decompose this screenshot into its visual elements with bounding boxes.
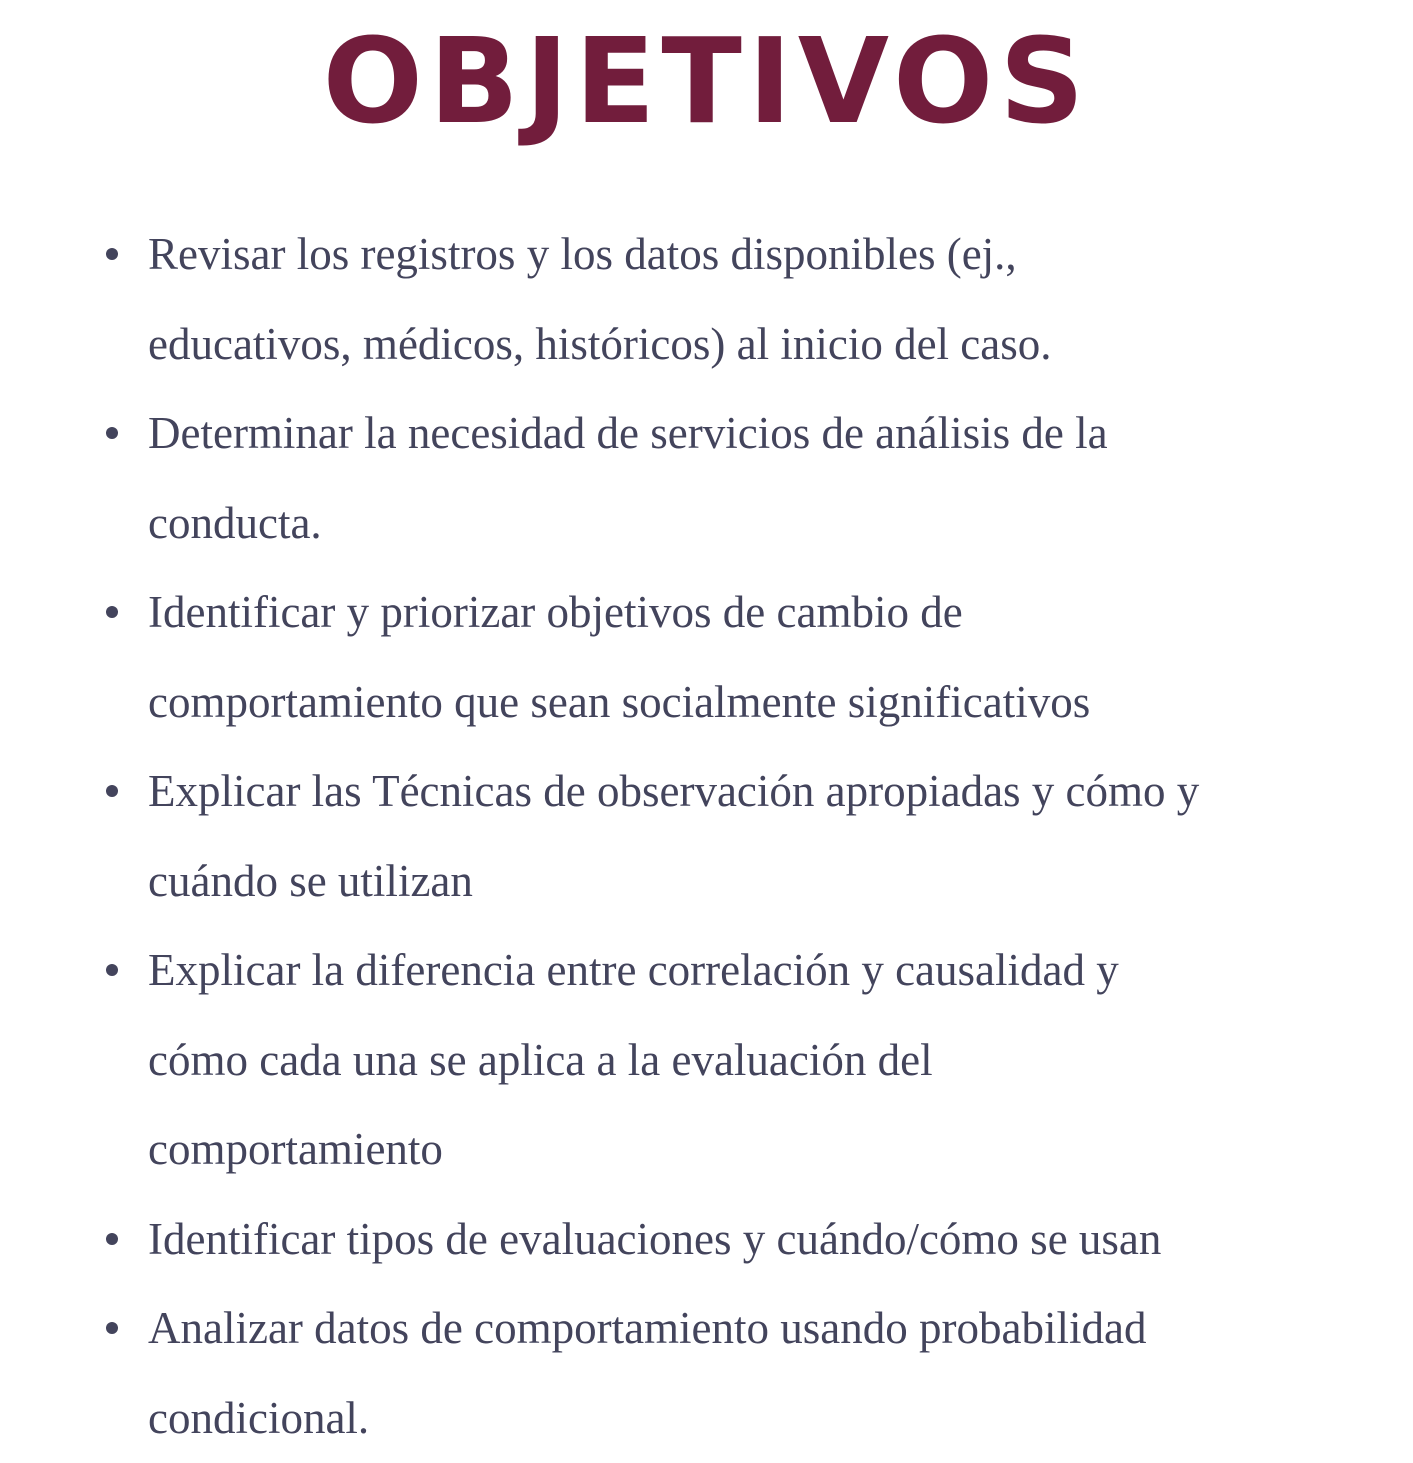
list-item	[102, 1284, 1392, 1463]
list-item	[102, 1195, 1392, 1285]
page-title: OBJETIVOS	[0, 22, 1413, 140]
list-item-line: comportamiento	[148, 1105, 1392, 1195]
list-item-line: cómo cada una se aplica a la evaluación del	[148, 1016, 1392, 1106]
list-item	[102, 389, 1392, 568]
bullet-icon	[106, 785, 118, 797]
bullet-icon	[106, 427, 118, 439]
list-item-line: educativos, médicos, históricos) al inicio del caso.	[148, 300, 1392, 390]
list-item-line: Explicar las Técnicas de observación apropiadas y cómo y	[148, 747, 1392, 837]
list-item-line: comportamiento que sean socialmente significativos	[148, 658, 1392, 748]
list-item-line: Identificar y priorizar objetivos de cambio de	[148, 568, 1392, 658]
list-item-line: condicional.	[148, 1374, 1392, 1463]
list-item-line: Identificar tipos de evaluaciones y cuándo/cómo se usan	[148, 1195, 1392, 1285]
bullet-icon	[106, 606, 118, 618]
bullet-icon	[106, 1233, 118, 1245]
list-item-line: cuándo se utilizan	[148, 837, 1392, 927]
bullet-icon	[106, 964, 118, 976]
list-item	[102, 747, 1392, 926]
list-item	[102, 926, 1392, 1195]
list-item-line: Revisar los registros y los datos disponibles (ej.,	[148, 210, 1392, 300]
list-item-line: conducta.	[148, 479, 1392, 569]
objectives-list	[102, 210, 1392, 1463]
list-item	[102, 210, 1392, 389]
bullet-icon	[106, 248, 118, 260]
list-item-line: Determinar la necesidad de servicios de análisis de la	[148, 389, 1392, 479]
list-item	[102, 568, 1392, 747]
bullet-icon	[106, 1322, 118, 1334]
list-item-line: Explicar la diferencia entre correlación y causalidad y	[148, 926, 1392, 1016]
list-item-line: Analizar datos de comportamiento usando probabilidad	[148, 1284, 1392, 1374]
